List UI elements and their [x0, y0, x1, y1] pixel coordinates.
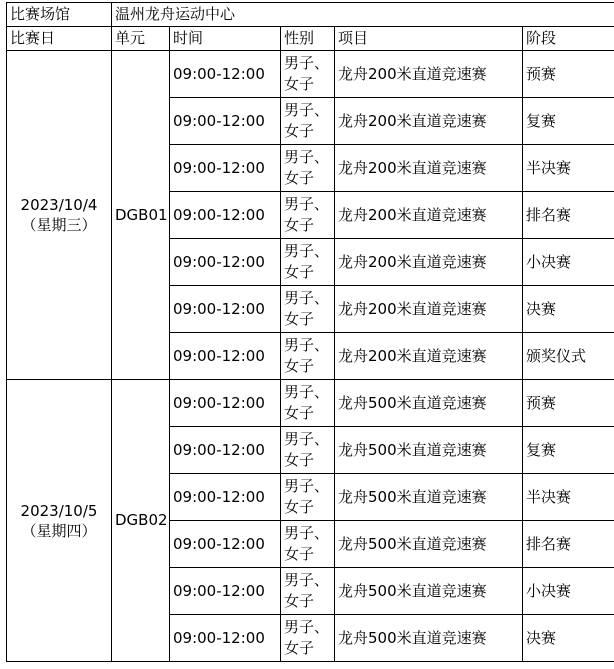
event-cell: 龙舟500米直道竞速赛 — [335, 568, 523, 615]
time-cell: 09:00-12:00 — [170, 568, 281, 615]
stage-cell: 预赛 — [523, 380, 614, 427]
stage-cell: 颁奖仪式 — [523, 333, 614, 380]
event-cell: 龙舟200米直道竞速赛 — [335, 192, 523, 239]
stage-cell: 决赛 — [523, 286, 614, 333]
event-cell: 龙舟500米直道竞速赛 — [335, 427, 523, 474]
event-cell: 龙舟200米直道竞速赛 — [335, 286, 523, 333]
match-weekday: （星期四） — [7, 521, 111, 541]
gender-cell: 男子、女子 — [281, 98, 335, 145]
stage-cell: 排名赛 — [523, 192, 614, 239]
time-cell: 09:00-12:00 — [170, 521, 281, 568]
gender-cell: 男子、女子 — [281, 286, 335, 333]
gender-cell: 男子、女子 — [281, 51, 335, 98]
stage-cell: 半决赛 — [523, 145, 614, 192]
time-cell: 09:00-12:00 — [170, 286, 281, 333]
table-row — [7, 51, 614, 98]
venue-row — [7, 3, 614, 27]
header-stage: 阶段 — [523, 27, 614, 51]
time-cell: 09:00-12:00 — [170, 192, 281, 239]
event-cell: 龙舟200米直道竞速赛 — [335, 98, 523, 145]
header-time: 时间 — [170, 27, 281, 51]
gender-cell: 男子、女子 — [281, 192, 335, 239]
header-event: 项目 — [335, 27, 523, 51]
match-date: 2023/10/4 — [7, 195, 111, 215]
venue-label: 比赛场馆 — [7, 3, 112, 27]
event-cell: 龙舟500米直道竞速赛 — [335, 474, 523, 521]
stage-cell: 排名赛 — [523, 521, 614, 568]
gender-cell: 男子、女子 — [281, 380, 335, 427]
header-date: 比赛日 — [7, 27, 112, 51]
stage-cell: 半决赛 — [523, 474, 614, 521]
match-weekday: （星期三） — [7, 215, 111, 235]
event-cell: 龙舟500米直道竞速赛 — [335, 521, 523, 568]
time-cell: 09:00-12:00 — [170, 380, 281, 427]
match-day-cell — [7, 51, 112, 380]
gender-cell: 男子、女子 — [281, 521, 335, 568]
stage-cell: 复赛 — [523, 98, 614, 145]
gender-cell: 男子、女子 — [281, 615, 335, 662]
time-cell: 09:00-12:00 — [170, 145, 281, 192]
gender-cell: 男子、女子 — [281, 427, 335, 474]
event-cell: 龙舟500米直道竞速赛 — [335, 380, 523, 427]
time-cell: 09:00-12:00 — [170, 474, 281, 521]
match-date: 2023/10/5 — [7, 501, 111, 521]
event-cell: 龙舟200米直道竞速赛 — [335, 51, 523, 98]
time-cell: 09:00-12:00 — [170, 98, 281, 145]
stage-cell: 决赛 — [523, 615, 614, 662]
time-cell: 09:00-12:00 — [170, 51, 281, 98]
time-cell: 09:00-12:00 — [170, 239, 281, 286]
unit-cell: DGB02 — [112, 380, 170, 662]
stage-cell: 复赛 — [523, 427, 614, 474]
venue-value: 温州龙舟运动中心 — [112, 3, 614, 27]
table-row — [7, 380, 614, 427]
gender-cell: 男子、女子 — [281, 145, 335, 192]
stage-cell: 小决赛 — [523, 239, 614, 286]
event-cell: 龙舟200米直道竞速赛 — [335, 333, 523, 380]
match-day-cell — [7, 380, 112, 662]
stage-cell: 预赛 — [523, 51, 614, 98]
time-cell: 09:00-12:00 — [170, 427, 281, 474]
gender-cell: 男子、女子 — [281, 239, 335, 286]
gender-cell: 男子、女子 — [281, 568, 335, 615]
unit-cell: DGB01 — [112, 51, 170, 380]
header-unit: 单元 — [112, 27, 170, 51]
header-row — [7, 27, 614, 51]
time-cell: 09:00-12:00 — [170, 333, 281, 380]
schedule-table — [6, 2, 614, 662]
event-cell: 龙舟200米直道竞速赛 — [335, 145, 523, 192]
header-gender: 性别 — [281, 27, 335, 51]
event-cell: 龙舟200米直道竞速赛 — [335, 239, 523, 286]
event-cell: 龙舟500米直道竞速赛 — [335, 615, 523, 662]
gender-cell: 男子、女子 — [281, 474, 335, 521]
gender-cell: 男子、女子 — [281, 333, 335, 380]
time-cell: 09:00-12:00 — [170, 615, 281, 662]
stage-cell: 小决赛 — [523, 568, 614, 615]
